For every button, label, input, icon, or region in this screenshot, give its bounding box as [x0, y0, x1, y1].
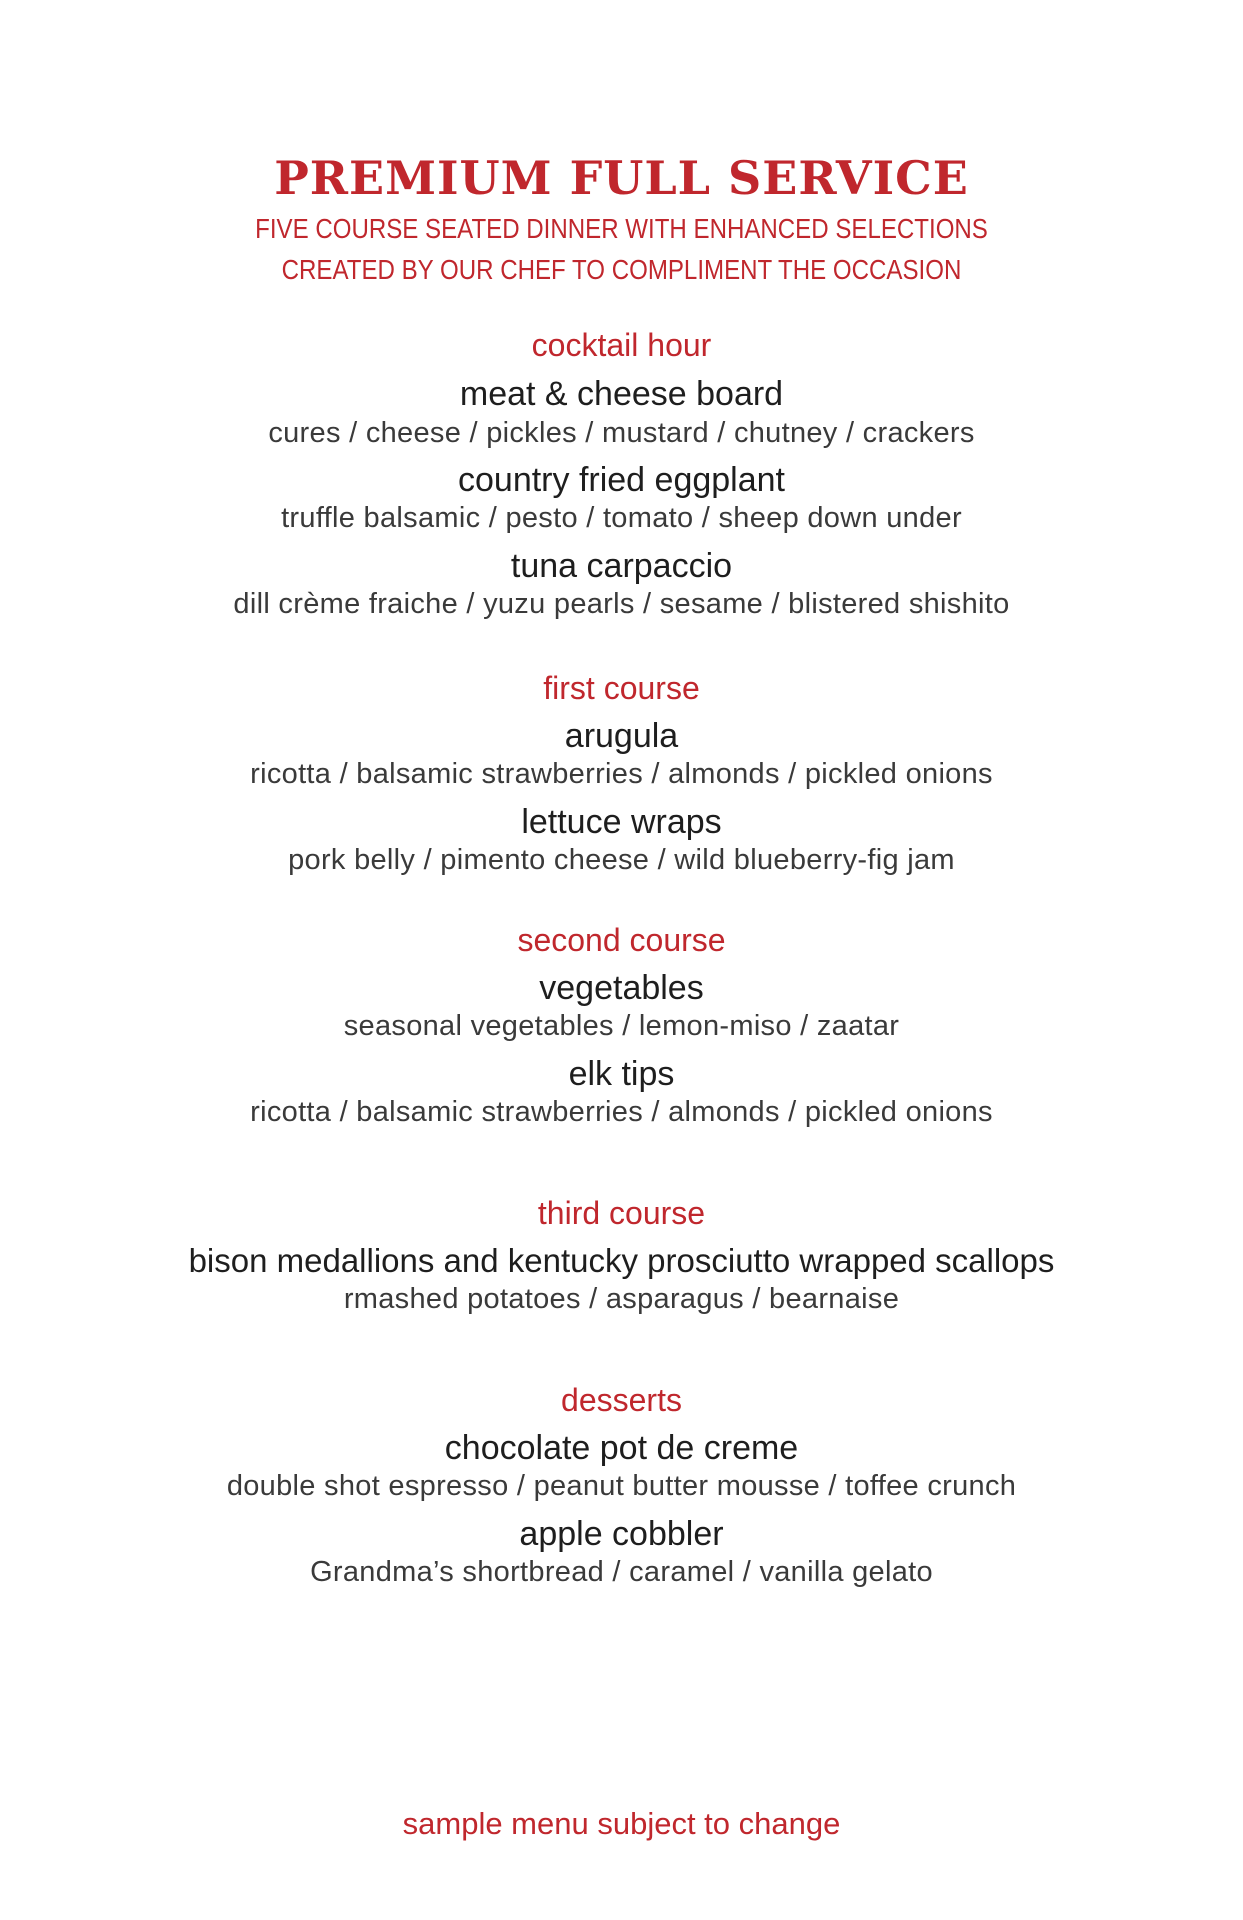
footer-note: sample menu subject to change [402, 1806, 841, 1841]
dish-name: elk tips [568, 1055, 675, 1093]
dish-description: rmashed potatoes / asparagus / bearnaise [343, 1283, 900, 1315]
dish-name: meat & cheese board [459, 375, 784, 413]
dish-name: vegetables [539, 969, 704, 1007]
dish-name: bison medallions and kentucky prosciutto wrapped scallops [188, 1242, 1055, 1279]
section-heading-first-course: first course [543, 670, 700, 706]
dish-description: ricotta / balsamic strawberries / almonds / pickled onions [250, 758, 993, 790]
section-heading-third-course: third course [537, 1195, 706, 1231]
dish-description: cures / cheese / pickles / mustard / chutney / crackers [268, 417, 975, 449]
dish-description: pork belly / pimento cheese / wild blueberry-fig jam [288, 844, 955, 876]
dish-name: lettuce wraps [521, 803, 722, 841]
menu-subtitle-line2: CREATED BY OUR CHEF TO COMPLIMENT THE OCCASION [281, 254, 962, 285]
dish-description: ricotta / balsamic strawberries / almonds / pickled onions [250, 1096, 993, 1128]
dish-description: Grandma’s shortbread / caramel / vanilla gelato [310, 1556, 933, 1588]
dish-name: apple cobbler [519, 1515, 724, 1553]
dish-description: double shot espresso / peanut butter mousse / toffee crunch [226, 1470, 1017, 1502]
dish-description: truffle balsamic / pesto / tomato / sheep down under [281, 502, 962, 534]
menu-title: PREMIUM FULL SERVICE [274, 151, 969, 205]
dish-description: seasonal vegetables / lemon-miso / zaatar [343, 1010, 900, 1042]
dish-description: dill crème fraiche / yuzu pearls / sesame / blistered shishito [233, 588, 1010, 620]
dish-name: tuna carpaccio [510, 547, 733, 585]
section-heading-second-course: second course [517, 922, 726, 958]
dish-name: country fried eggplant [458, 461, 785, 499]
menu-subtitle-line1: FIVE COURSE SEATED DINNER WITH ENHANCED SELECTIONS [255, 213, 988, 244]
section-heading-cocktail-hour: cocktail hour [531, 327, 712, 363]
section-heading-desserts: desserts [561, 1382, 682, 1418]
dish-name: arugula [564, 717, 679, 755]
dish-name: chocolate pot de creme [444, 1429, 799, 1467]
